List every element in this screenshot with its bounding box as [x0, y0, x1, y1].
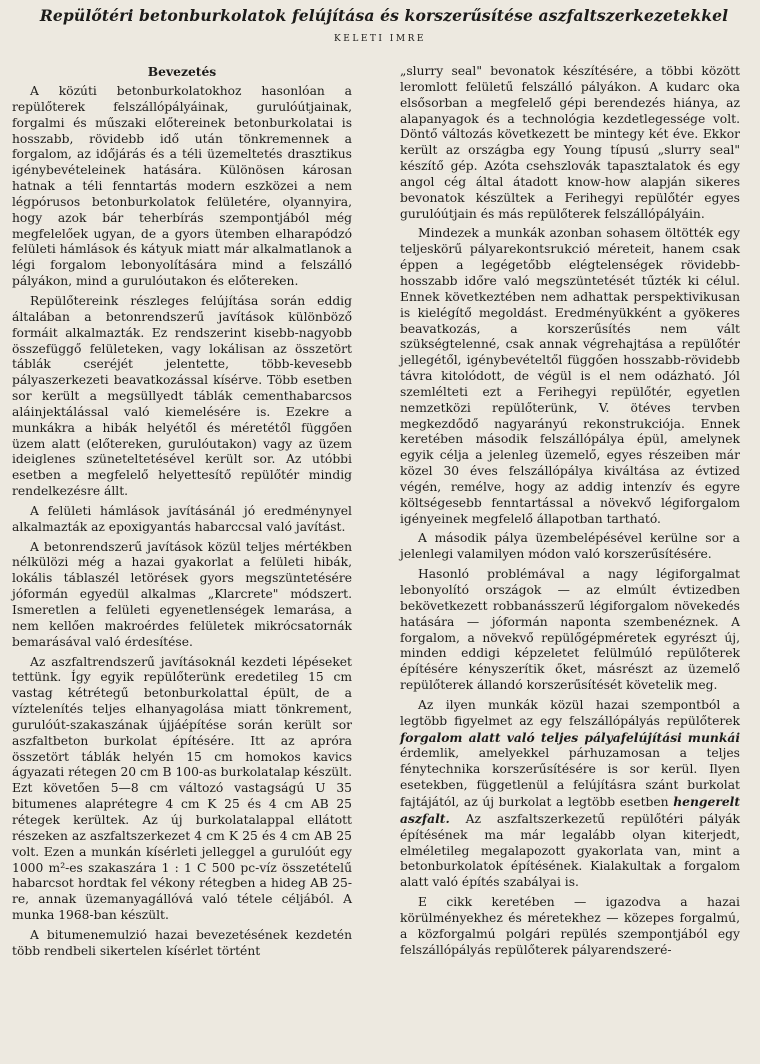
paragraph-text: Az aszfaltszerkezetű repülőtéri pályák építésének ma már legalább olyan kiterjedt, elméletileg megalapozott gyakorlata van, mint a betonburkolatok építésének. Kialakultak a forgalom alatt való építés szabályai is.	[400, 811, 740, 890]
paragraph: A bitumenemulzió hazai bevezetésének kezdetén több rendbeli sikertelen kísérlet történt	[12, 927, 352, 958]
left-column	[12, 64, 352, 964]
paragraph: „slurry seal" bevonatok készítésére, a többi között leromlott felületű felszálló pályákon. A kudarc oka elsősorban a megfelelő gépi berendezés hiánya, az alapanyagok és a technológia kezdetlegessége volt. Döntő változás következett be mintegy két éve. Ekkor került az országba egy Young típusú „slurry seal" készítő gép. Azóta csehszlovák tapasztalatok és egy angol cég által átadott know-how alapján sikeres bevonatok készültek a Ferihegyi repülőtér egyes gurulóútjain és más repülőterek felszállópályáin.	[400, 64, 740, 221]
paragraph-text: Az ilyen munkák közül hazai szempontból a legtöbb figyelmet az egy felszállópályás repülőterek	[400, 697, 740, 728]
emphasis-text: hengerelt aszfalt.	[400, 793, 740, 826]
paragraph: A betonrendszerű javítások közül teljes mértékben nélkülözi még a hazai gyakorlat a felületi hibák, lokális táblaszél letörések gyors megszüntetésére jóformán egyedül alkalmas „Klarcrete" módszert. Ismeretlen a felületi egyenetlenségek lemarása, a nem kellően makroérdes felületek mikrócsatornák bemarásával való érdesítése.	[12, 539, 352, 649]
paragraph: A második pálya üzembelépésével kerülne sor a jelenlegi valamilyen módon való korszerűsítésére.	[400, 531, 740, 562]
paragraph: Mindezek a munkák azonban sohasem öltötték egy teljeskörű pályarekontsrukció méreteit, hanem csak éppen a legégetőbb elégtelenségek rövidebb-hosszabb időre való megszüntetését tűzték ki célul. Ennek következtében nem adhattak perspektivikusan is kielégítő megoldást. Eredményükként a gyökeres beavatkozás, a korszerűsítés nem vált szükségtelenné, csak annak végrehajtása a repülőtér jellegétől, igénybevételtől függően hosszabb-rövidebb távra kitolódott, de végül is el nem odázható. Jól szemlélteti ezt a Ferihegyi repülőtér, egyetlen nemzetközi repülőterünk, V. ötéves tervben megkezdődő nagyarányú rekonstrukciója. Ennek keretében második felszállópálya épül, amelynek egyik célja a jelenleg üzemelő, egyes részeiben már közel 30 éves felszállópálya kiváltása az évtized végén, remélve, hogy az addig intenzív és egyre költségesebb fenntartással a növekvő légiforgalom igényeinek megfelelő állapotban tartható.	[400, 226, 740, 526]
paragraph: A felületi hámlások javításánál jó eredménynyel alkalmazták az epoxigyantás habarccsal való javítást.	[12, 503, 352, 534]
article-author: KELETI IMRE	[334, 34, 426, 44]
right-column	[400, 64, 740, 962]
emphasis-text: forgalom alatt való teljes pályafelújítási munkái	[400, 729, 740, 745]
paragraph: Repülőtereink részleges felújítása során eddig általában a betonrendszerű javítások különböző formáit alkalmazták. Ez rendszerint kisebb-nagyobb összefüggő felületeken, vagy lokálisan az összetört táblák cseréjét jelentette, több-kevesebb pályaszerkezeti beavatkozással kísérve. Több esetben sor került a megsüllyedt táblák cementhabarcsos aláinjektálással való kiemelésére is. Ezekre a munkákra a hibák helyétől és méretétől függően üzem alatt (előtereken, gurulóutakon) vagy az üzem ideiglenes szüneteltetésével került sor. Az utóbbi esetben a megfelelő helyettesítő repülőtér mindig rendelkezésre állt.	[12, 293, 352, 499]
paragraph-text: érdemlik, amelyekkel párhuzamosan a teljes fénytechnika korszerűsítésére is sor kerül. Ilyen esetekben, függetlenül a felújításra szánt burkolat fajtájától, az új burkolat a legtöbb esetben	[400, 746, 740, 809]
paragraph: A közúti betonburkolatokhoz hasonlóan a repülőterek felszállópályáinak, gurulóútjainak, forgalmi és műszaki előtereinek betonburkolatai is hosszabb, rövidebb idő után tönkremennek a forgalom, az időjárás és a téli üzemeltetés drasztikus igénybevételeinek hatására. Különösen károsan hatnak a téli fenntartás modern eszközei a nem légpórusos betonburkolatok felületére, olyannyira, hogy azok bár teherbírás szempontjából még megfelelőek ugyan, de a gyors ütemben elharapódzó felületi hámlások és kátyuk miatt már alkalmatlanok a légi forgalom lebonyolítására mind a felszálló pályákon, mind a gurulóutakon és előtereken.	[12, 84, 352, 289]
paragraph	[400, 698, 740, 891]
paragraph: Hasonló problémával a nagy légiforgalmat lebonyolító országok — az elmúlt évtizedben bekövetkezett robbanásszerű légiforgalom növekedés hatására — jóformán naponta szembenéznek. A forgalom, a növekvő repülőgépméretek egyrészt új, minden eddigi képzeletet felülmúló repülőterek építésére kényszerítik őket, másrészt az üzemelő repülőterek állandó korszerűsítését követelik meg.	[400, 567, 740, 693]
article-title: Repülőtéri betonburkolatok felújítása és korszerűsítése aszfaltszerkezetekkel	[39, 6, 729, 25]
paragraph: Az aszfaltrendszerű javításoknál kezdeti lépéseket tettünk. Így egyik repülőterünk eredetileg 15 cm vastag kétrétegű betonburkolattal épült, de a víztelenítés teljes elhanyagolása miatt tönkrement, gurulóút-szakaszának újjáépítése során került sor aszfaltbeton burkolat építésére. Itt az apróra összetört táblák helyén 15 cm homokos kavics ágyazati rétegen 20 cm B 100-as burkolatalap készült. Ezt követően 5—8 cm változó vastagságú U 35 bitumenes alaprétegre 4 cm K 25 és 4 cm AB 25 rétegek kerültek. Az új burkolatalappal ellátott részeken az aszfaltszerkezet 4 cm K 25 és 4 cm AB 25 volt. Ezen a munkán kísérleti jelleggel a gurulóút egy 1000 m²-es szakaszára 1 : 1 C 500 pc-víz összetételű habarcsot hordtak fel vékony rétegben a hideg AB 25-re, annak üzemanyagállóvá való tétele céljából. A munka 1968-ban készült.	[12, 654, 352, 923]
paragraph: E cikk keretében — igazodva a hazai körülményekhez és méretekhez — közepes forgalmú, a közforgalmú polgári repülés szempontjából egy felszállópályás repülőterek pályarendszeré-	[400, 895, 740, 957]
section-heading: Bevezetés	[147, 64, 217, 79]
